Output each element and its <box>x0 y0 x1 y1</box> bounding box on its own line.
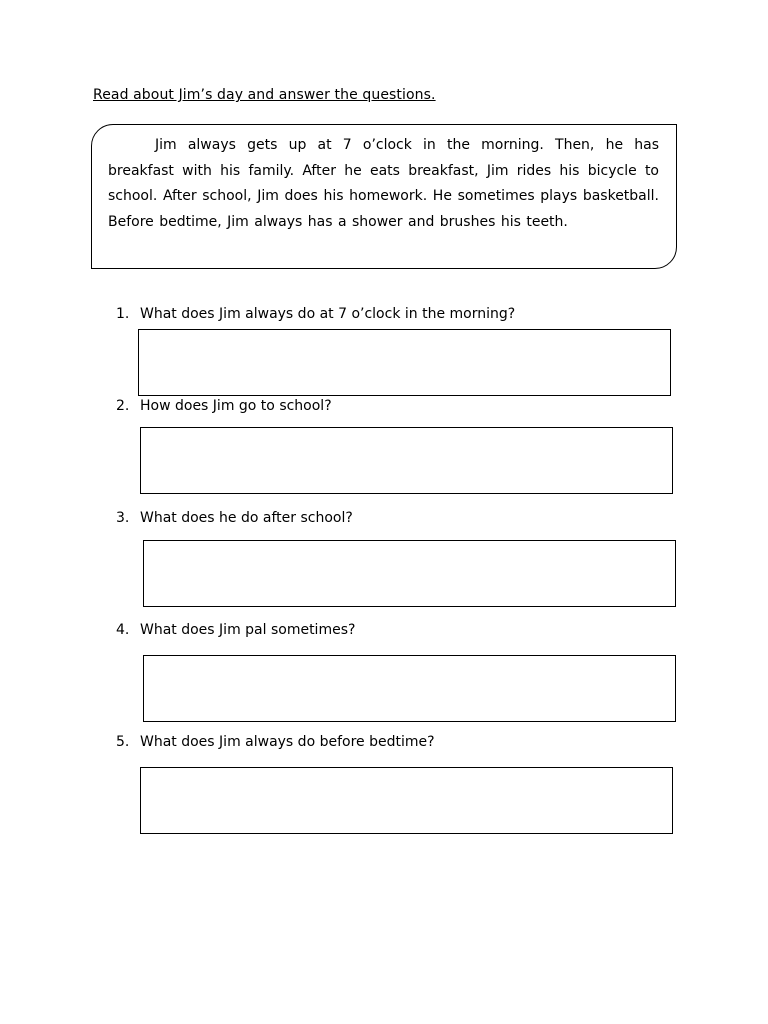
question-4 <box>116 622 355 638</box>
question-text: What does Jim always do at 7 o’clock in the morning? <box>140 306 516 322</box>
answer-box-4[interactable] <box>143 655 676 722</box>
question-5 <box>116 734 435 750</box>
question-number: 3. <box>116 510 130 526</box>
question-2 <box>116 398 332 414</box>
question-text: How does Jim go to school? <box>140 398 332 414</box>
question-number: 1. <box>116 306 130 322</box>
answer-box-1[interactable] <box>138 329 671 396</box>
question-text: What does Jim pal sometimes? <box>140 622 356 638</box>
answer-box-2[interactable] <box>140 427 673 494</box>
question-1 <box>116 306 515 322</box>
answer-box-3[interactable] <box>143 540 676 607</box>
answer-box-5[interactable] <box>140 767 673 834</box>
question-number: 5. <box>116 734 130 750</box>
question-number: 2. <box>116 398 130 414</box>
question-3 <box>116 510 353 526</box>
reading-passage-box <box>91 124 677 269</box>
question-text: What does he do after school? <box>140 510 353 526</box>
reading-passage-text: Jim always gets up at 7 o’clock in the morning. Then, he has breakfast with his family. After he eats breakfast, Jim rides his bicycle to school. After school, Jim does his homework. He sometimes plays basketball. Before bedtime, Jim always has a shower and brushes his teeth. <box>108 137 659 230</box>
instructions-heading: Read about Jim’s day and answer the questions. <box>93 87 436 103</box>
question-number: 4. <box>116 622 130 638</box>
question-text: What does Jim always do before bedtime? <box>140 734 435 750</box>
